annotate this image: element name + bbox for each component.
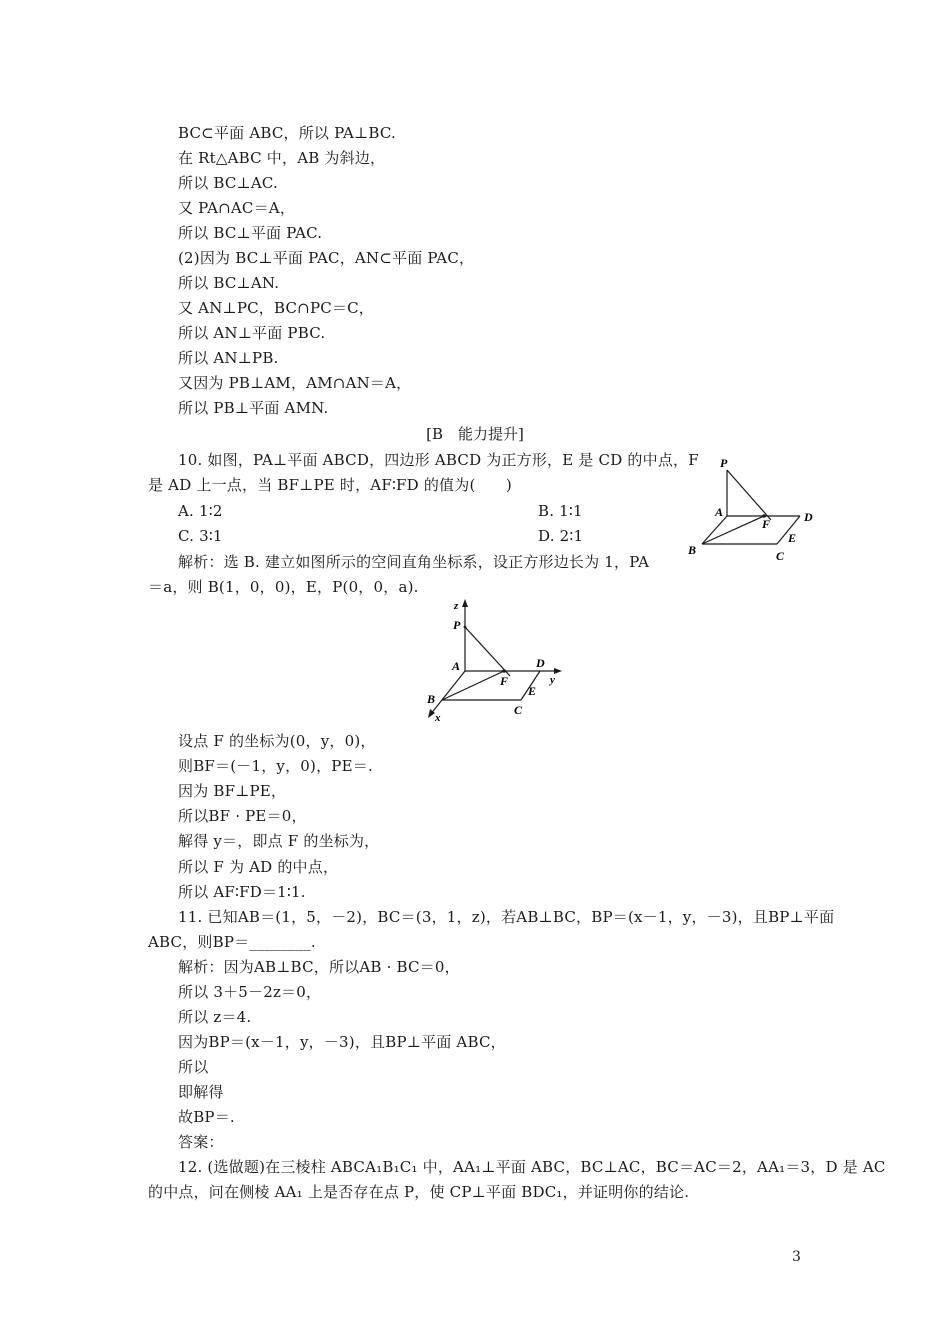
label-d: D [804, 510, 813, 524]
solution-step: 解得 y＝，即点 F 的坐标为， [178, 832, 380, 850]
option-b: B. 1∶1 [538, 502, 583, 520]
question-11-line-2: ABC，则BP＝________. [148, 933, 316, 951]
text-line: (2)因为 BC⊥平面 PAC，AN⊂平面 PAC， [178, 249, 475, 267]
solution-step: 所以 z＝4. [178, 1008, 252, 1026]
text-line: 所以 AN⊥PB. [178, 349, 279, 367]
option-d: D. 2∶1 [538, 527, 584, 545]
question-12-line-1: 12. (选做题)在三棱柱 ABCA₁B₁C₁ 中，AA₁⊥平面 ABC，BC⊥AC，BC＝AC＝2，AA₁＝3，D 是 AC [178, 1158, 886, 1176]
label-f: F [500, 674, 509, 688]
solution-step: 所以BF · PE＝0， [178, 807, 307, 825]
solution-step: 所以 F 为 AD 的中点， [178, 858, 339, 876]
solution-step: 所以 [178, 1058, 209, 1076]
solution-step: 设点 F 的坐标为(0，y，0)， [178, 732, 376, 750]
axis-label-y: y [550, 674, 555, 686]
axis-label-z: z [454, 600, 459, 612]
question-10-line-1: 10. 如图，PA⊥平面 ABCD，四边形 ABCD 为正方形，E 是 CD 的中点，F [178, 451, 699, 469]
label-b: B [427, 692, 436, 706]
solution-step: 因为 BF⊥PE， [178, 782, 287, 800]
label-d: D [536, 656, 545, 670]
solution-step: 因为BP＝(x－1，y，－3)，且BP⊥平面 ABC， [178, 1033, 506, 1051]
solution-10-line-1: 解析：选 B. 建立如图所示的空间直角坐标系，设正方形边长为 1，PA [178, 553, 650, 571]
text-line: 又因为 PB⊥AM，AM∩AN＝A， [178, 374, 412, 392]
section-title: [B 能力提升] [426, 425, 524, 443]
solution-10-line-2: ＝a，则 B(1，0，0)，E，P(0，0，a). [148, 578, 419, 596]
text-line: 所以 BC⊥AN. [178, 274, 280, 292]
label-e: E [528, 684, 537, 698]
label-c: C [514, 703, 523, 717]
solution-step: 所以 3＋5－2z＝0， [178, 983, 322, 1001]
label-a: A [715, 505, 724, 519]
text-line: 又 AN⊥PC，BC∩PC＝C， [178, 299, 374, 317]
label-f: F [762, 517, 771, 531]
label-p: P [720, 456, 728, 470]
label-a: A [452, 659, 461, 673]
answer-label: 答案： [178, 1133, 224, 1151]
axis-label-x: x [435, 712, 441, 724]
text-line: BC⊂平面 ABC，所以 PA⊥BC. [178, 124, 396, 142]
solution-step: 解析：因为AB⊥BC，所以AB · BC＝0， [178, 958, 460, 976]
text-line: 所以 PB⊥平面 AMN. [178, 399, 329, 417]
question-12-line-2: 的中点，问在侧棱 AA₁ 上是否存在点 P，使 CP⊥平面 BDC₁，并证明你的结论. [148, 1183, 690, 1201]
figure-pyramid [680, 450, 830, 570]
solution-step: 故BP＝. [178, 1108, 235, 1126]
solution-step: 则BF＝(－1，y，0)，PE＝. [178, 757, 373, 775]
text-line: 所以 BC⊥平面 PAC. [178, 224, 323, 242]
label-e: E [788, 531, 797, 545]
label-b: B [688, 543, 697, 557]
page-number: 3 [792, 1249, 801, 1265]
question-11-line-1: 11. 已知AB＝(1，5，－2)，BC＝(3，1，z)，若AB⊥BC，BP＝(x－1，y，－3)，且BP⊥平面 [178, 908, 835, 926]
solution-step: 即解得 [178, 1083, 224, 1101]
text-line: 所以 BC⊥AC. [178, 174, 278, 192]
question-10-line-2: 是 AD 上一点，当 BF⊥PE 时，AF∶FD 的值为( ) [148, 476, 512, 494]
option-c: C. 3∶1 [178, 527, 223, 545]
text-line: 所以 AN⊥平面 PBC. [178, 324, 326, 342]
option-a: A. 1∶2 [178, 502, 223, 520]
text-line: 在 Rt△ABC 中，AB 为斜边， [178, 149, 386, 167]
figure-coordinate-system [420, 597, 570, 725]
text-line: 又 PA∩AC＝A， [178, 199, 296, 217]
label-c: C [776, 549, 785, 563]
solution-step: 所以 AF∶FD＝1∶1. [178, 883, 306, 901]
label-p: P [453, 618, 461, 632]
